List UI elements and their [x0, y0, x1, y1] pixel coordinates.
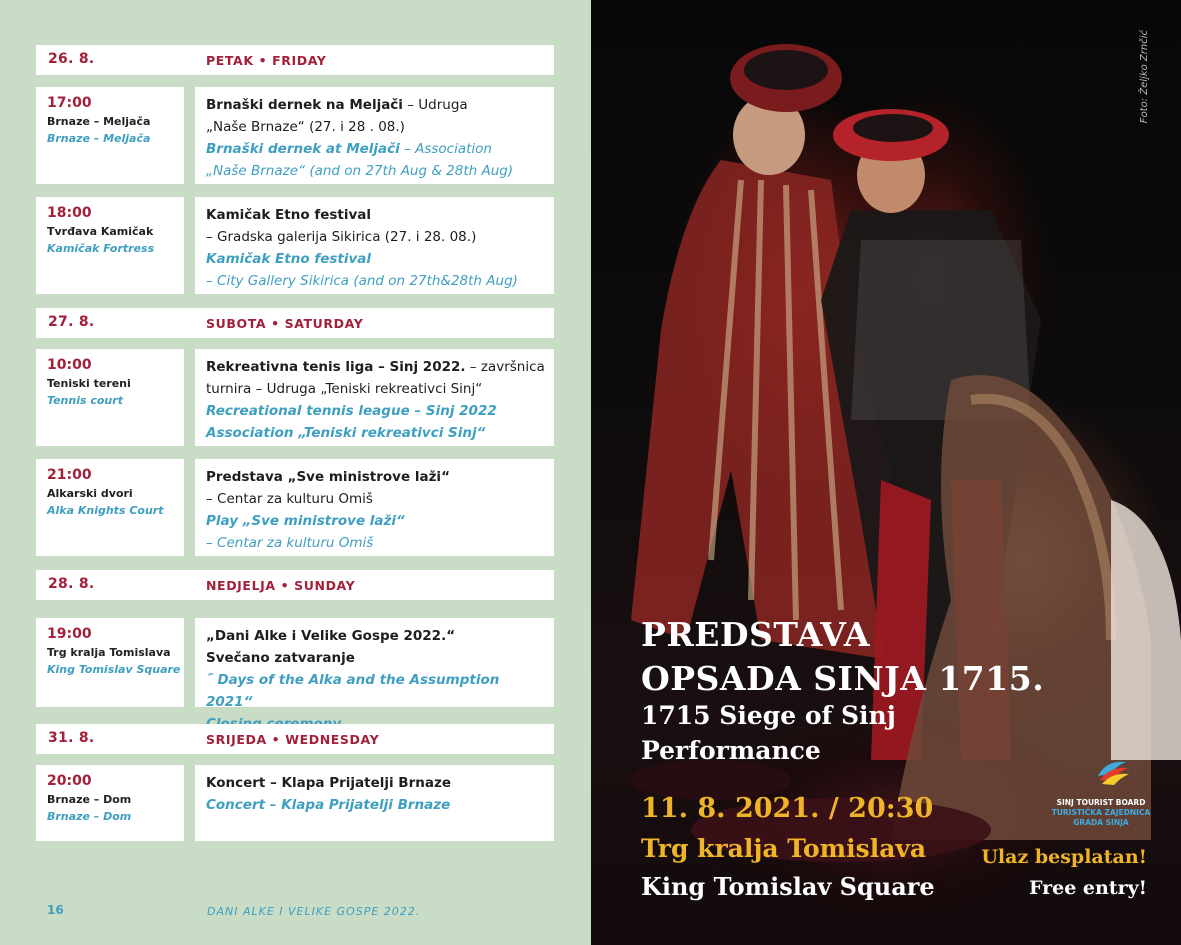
- event-time-box: [36, 87, 184, 184]
- footer-title: DANI ALKE I VELIKE GOSPE 2022.: [207, 905, 421, 918]
- day-header: [36, 724, 554, 754]
- event-title: Rekreativna tenis liga – Sinj 2022.: [206, 359, 466, 375]
- event-desc-line2: „Naše Brnaze“ (27. i 28 . 08.): [206, 119, 405, 135]
- logo-line3: GRADA SINJA: [1073, 818, 1129, 827]
- event-desc-en-line2: – Centar za kulturu Omiš: [206, 535, 374, 551]
- event-desc-line2: – Centar za kulturu Omiš: [206, 491, 373, 507]
- event-title: „Dani Alke i Velike Gospe 2022.“: [206, 628, 456, 644]
- event-desc-line1: – Udruga: [402, 97, 468, 113]
- tourist-board-name: [1046, 798, 1156, 828]
- logo-line2: TURISTIČKA ZAJEDNICA: [1051, 808, 1151, 817]
- event-time-box: [36, 459, 184, 556]
- event-desc-en-line2: „Naše Brnaze“ (and on 27th Aug & 28th Aug): [206, 163, 514, 179]
- event-title-en: ˝ Days of the Alka and the Assumption 2021“: [206, 672, 500, 710]
- day-name: PETAK • FRIDAY: [206, 53, 327, 68]
- event-description: [206, 466, 546, 554]
- event-desc-en-line1: – Association: [399, 141, 492, 157]
- day-name: SRIJEDA • WEDNESDAY: [206, 732, 380, 747]
- event-description: [206, 204, 546, 292]
- poster-title-line1: PREDSTAVA: [641, 615, 870, 654]
- event-location: Tvrđava Kamičak: [47, 225, 154, 238]
- poster-venue-en: King Tomislav Square: [641, 872, 935, 901]
- page-number: 16: [47, 903, 64, 917]
- event-time-box: [36, 765, 184, 841]
- event-time: 10:00: [47, 357, 92, 373]
- day-header: [36, 45, 554, 75]
- event-time: 18:00: [47, 205, 92, 221]
- event-title-en: Kamičak Etno festival: [206, 251, 371, 267]
- logo-line1: SINJ TOURIST BOARD: [1056, 798, 1146, 807]
- event-desc-en-line2: – City Gallery Sikirica (and on 27th&28th Aug): [206, 273, 518, 289]
- poster-venue: Trg kralja Tomislava: [641, 834, 927, 863]
- poster-subtitle-line2: Performance: [641, 736, 821, 765]
- event-title-en: Recreational tennis league – Sinj 2022: [206, 403, 497, 419]
- entry-label: Ulaz besplatan!: [981, 846, 1147, 868]
- event-description: [206, 356, 546, 444]
- entry-label-en: Free entry!: [1028, 877, 1147, 899]
- event-title: Koncert – Klapa Prijatelji Brnaze: [206, 775, 451, 791]
- event-desc-line2: – Gradska galerija Sikirica (27. i 28. 08.): [206, 229, 477, 245]
- poster-title-line2: OPSADA SINJA 1715.: [641, 659, 1045, 698]
- event-desc-line2: Svečano zatvaranje: [206, 650, 355, 666]
- event-time: 19:00: [47, 626, 92, 642]
- day-date: 27. 8.: [48, 314, 95, 330]
- event-title: Brnaški dernek na Meljači: [206, 97, 403, 113]
- event-time: 17:00: [47, 95, 92, 111]
- poster-datetime: 11. 8. 2021. / 20:30: [641, 793, 934, 824]
- event-description-box: [195, 349, 554, 446]
- poster-subtitle-line1: 1715 Siege of Sinj: [641, 701, 896, 730]
- event-desc-line2: turnira – Udruga „Teniski rekreativci Sinj“: [206, 381, 483, 397]
- event-location-en: Brnaze – Dom: [47, 810, 132, 823]
- event-title: Predstava „Sve ministrove laži“: [206, 469, 450, 485]
- event-location-en: King Tomislav Square: [47, 663, 181, 676]
- event-location-en: Brnaze – Meljača: [47, 132, 151, 145]
- day-name: SUBOTA • SATURDAY: [206, 316, 364, 331]
- event-time-box: [36, 197, 184, 294]
- poster-photo: [591, 0, 1181, 945]
- day-name: NEDJELJA • SUNDAY: [206, 578, 356, 593]
- event-desc-en-line2: Association „Teniski rekreativci Sinj“: [206, 425, 486, 441]
- event-location: Teniski tereni: [47, 377, 131, 390]
- event-title: Kamičak Etno festival: [206, 207, 371, 223]
- event-description-box: [195, 618, 554, 710]
- day-date: 26. 8.: [48, 51, 95, 67]
- tourist-board-logo: [1096, 758, 1130, 788]
- event-location: Alkarski dvori: [47, 487, 133, 500]
- event-description-box: [195, 765, 554, 841]
- event-title-en: Concert – Klapa Prijatelji Brnaze: [206, 797, 451, 813]
- event-description: [206, 625, 546, 735]
- event-desc-line1: – završnica: [465, 359, 545, 375]
- day-date: 28. 8.: [48, 576, 95, 592]
- event-location-en: Tennis court: [47, 394, 123, 407]
- event-description: [206, 772, 546, 816]
- event-location: Trg kralja Tomislava: [47, 646, 171, 659]
- day-header: [36, 570, 554, 600]
- day-date: 31. 8.: [48, 730, 95, 746]
- event-description-box: [195, 459, 554, 556]
- photo-credit: Foto: Željko Zrnčić: [1139, 30, 1150, 124]
- event-time-box: [36, 349, 184, 446]
- event-location: Brnaze – Meljača: [47, 115, 151, 128]
- event-title-en: Play „Sve ministrove laži“: [206, 513, 405, 529]
- event-location-en: Alka Knights Court: [47, 504, 164, 517]
- event-time: 21:00: [47, 467, 92, 483]
- event-location-en: Kamičak Fortress: [47, 242, 155, 255]
- event-description: [206, 94, 546, 182]
- day-header: [36, 308, 554, 338]
- event-description-box: [195, 87, 554, 184]
- event-time: 20:00: [47, 773, 92, 789]
- event-title-en: Brnaški dernek at Meljači: [206, 141, 400, 157]
- event-description-box: [195, 197, 554, 294]
- event-time-box: [36, 618, 184, 707]
- event-location: Brnaze – Dom: [47, 793, 132, 806]
